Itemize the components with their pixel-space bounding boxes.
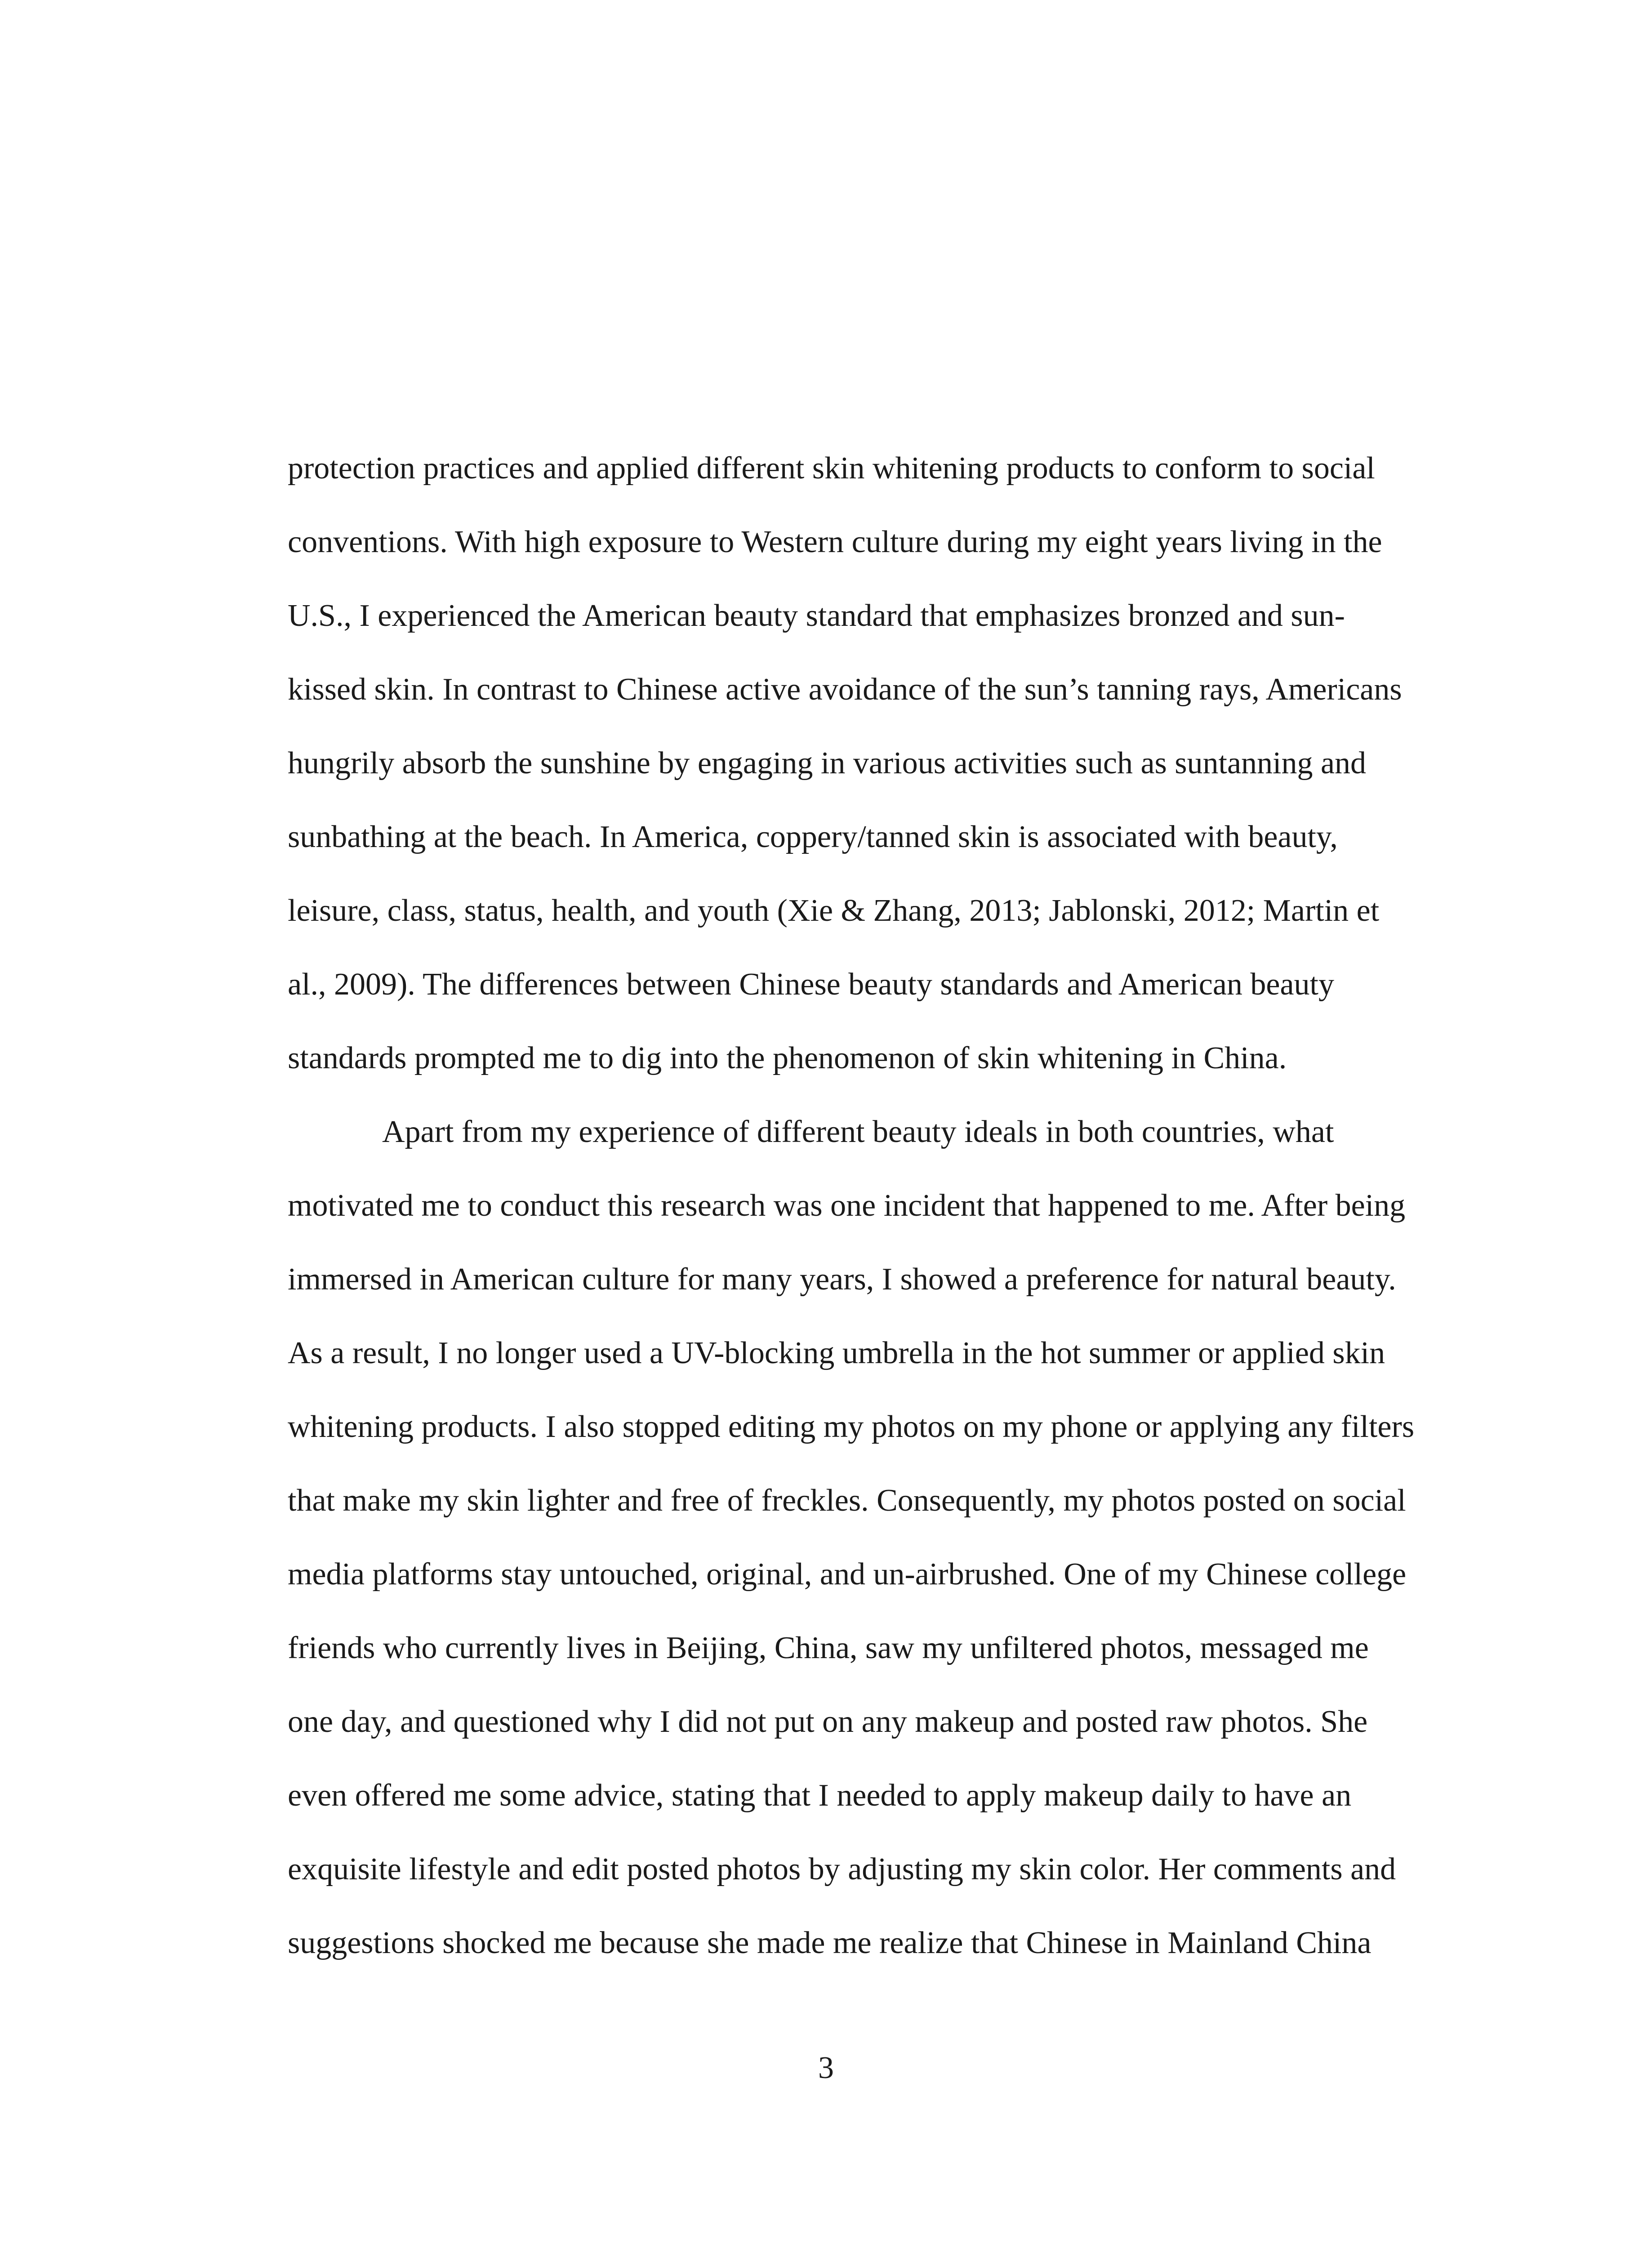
text-line: conventions. With high exposure to Western culture during my eight years living in the: [288, 525, 1382, 559]
text-line: standards prompted me to dig into the phenomenon of skin whitening in China.: [288, 1041, 1287, 1075]
text-line: sunbathing at the beach. In America, coppery/tanned skin is associated with beauty,: [288, 820, 1338, 854]
text-line: exquisite lifestyle and edit posted photos by adjusting my skin color. Her comments and: [288, 1852, 1396, 1887]
text-line: kissed skin. In contrast to Chinese active avoidance of the sun’s tanning rays, Americans: [288, 672, 1402, 707]
paragraph-2: [288, 1095, 1456, 1980]
text-line: that make my skin lighter and free of freckles. Consequently, my photos posted on social: [288, 1483, 1406, 1518]
text-line: immersed in American culture for many years, I showed a preference for natural beauty.: [288, 1262, 1396, 1297]
text-line: even offered me some advice, stating that I needed to apply makeup daily to have an: [288, 1778, 1352, 1813]
text-line: whitening products. I also stopped editing my photos on my phone or applying any filters: [288, 1409, 1415, 1444]
text-line: U.S., I experienced the American beauty standard that emphasizes bronzed and sun-: [288, 598, 1345, 633]
body-text: [288, 432, 1456, 1980]
text-line: one day, and questioned why I did not put on any makeup and posted raw photos. She: [288, 1704, 1368, 1739]
text-line: motivated me to conduct this research was one incident that happened to me. After being: [288, 1188, 1406, 1223]
text-line: protection practices and applied different skin whitening products to conform to social: [288, 451, 1375, 486]
text-line: al., 2009). The differences between Chinese beauty standards and American beauty: [288, 967, 1334, 1002]
page-number: 3: [818, 2051, 834, 2085]
text-line: media platforms stay untouched, original, and un-airbrushed. One of my Chinese college: [288, 1557, 1407, 1592]
text-line: hungrily absorb the sunshine by engaging in various activities such as suntanning and: [288, 746, 1367, 781]
text-line: As a result, I no longer used a UV-blocking umbrella in the hot summer or applied skin: [288, 1336, 1385, 1370]
text-line: friends who currently lives in Beijing, China, saw my unfiltered photos, messaged me: [288, 1631, 1369, 1665]
text-line: leisure, class, status, health, and youth (Xie & Zhang, 2013; Jablonski, 2012; Martin et: [288, 893, 1380, 928]
paragraph-1: [288, 432, 1456, 1095]
text-line: Apart from my experience of different beauty ideals in both countries, what: [382, 1115, 1334, 1149]
text-line: suggestions shocked me because she made me realize that Chinese in Mainland China: [288, 1926, 1371, 1960]
